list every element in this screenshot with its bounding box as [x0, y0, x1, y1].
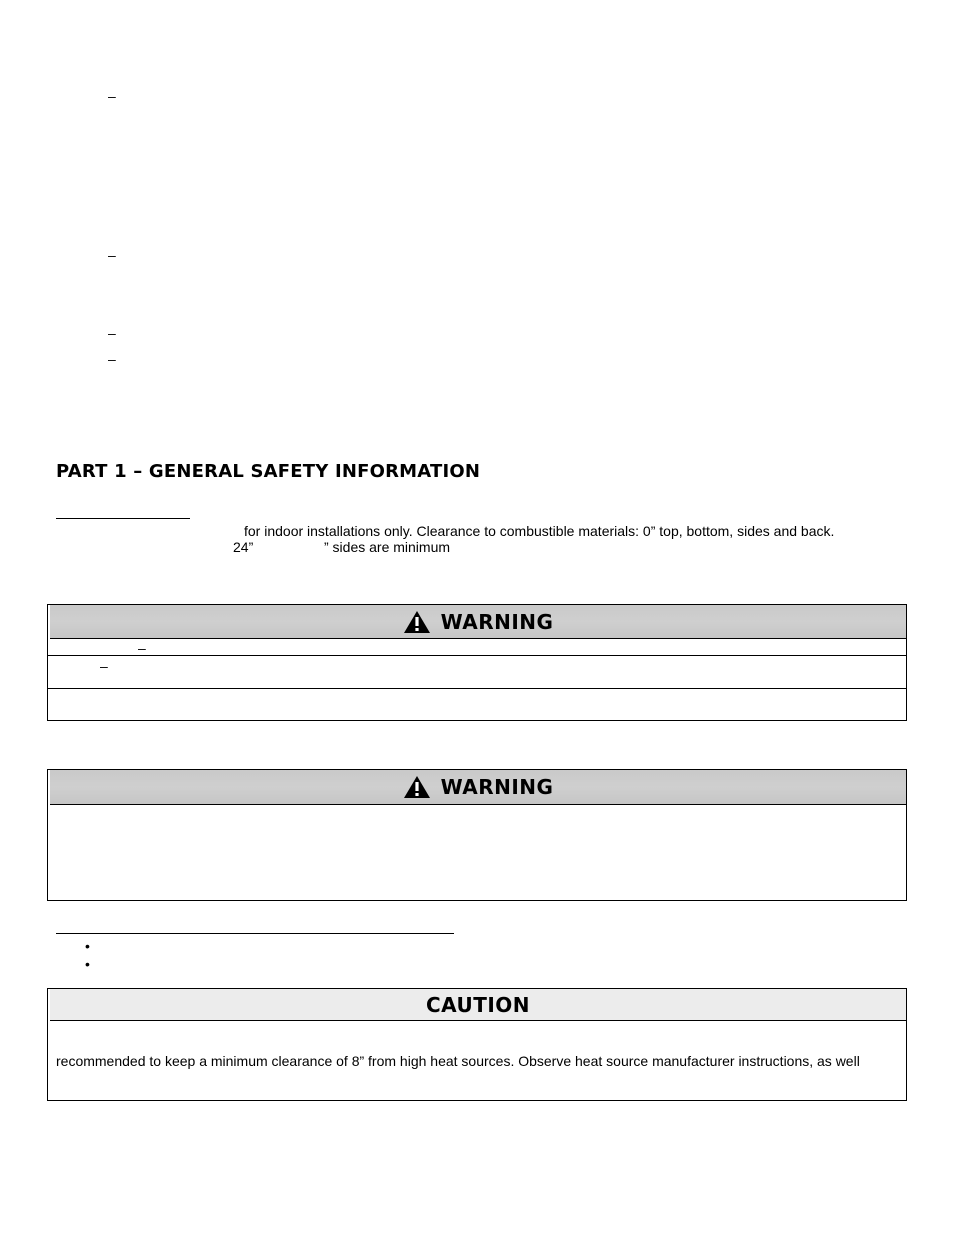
warning-banner	[50, 605, 906, 639]
dash-marker: –	[100, 658, 108, 674]
row-divider	[48, 688, 906, 689]
caution-text: recommended to keep a minimum clearance of 8” from high heat sources. Observe heat source manufacturer instructions, as well	[56, 1053, 860, 1069]
warning-title: WARNING	[440, 609, 554, 634]
subheading-underline	[56, 518, 190, 519]
bullet-marker: •	[85, 938, 90, 954]
section-heading: PART 1 – GENERAL SAFETY INFORMATION	[56, 461, 481, 482]
caution-banner	[50, 989, 906, 1021]
warning-triangle-icon	[403, 775, 431, 799]
caution-box	[47, 988, 907, 1101]
warning-box	[47, 769, 907, 901]
subheading-underline	[56, 933, 454, 934]
bullet-marker: •	[85, 956, 90, 972]
dash-marker: –	[108, 351, 116, 367]
dash-marker: –	[108, 88, 116, 104]
warning-box	[47, 604, 907, 721]
dash-marker: –	[108, 325, 116, 341]
dash-marker: –	[138, 640, 146, 656]
warning-banner	[50, 770, 906, 805]
location-text-line1: for indoor installations only. Clearance to combustible materials: 0” top, bottom, sides and back.	[244, 523, 835, 539]
caution-title: CAUTION	[425, 992, 531, 1017]
location-text-line2b: ” sides are minimum	[324, 539, 451, 555]
warning-title: WARNING	[440, 775, 554, 799]
warning-triangle-icon	[403, 610, 431, 634]
dash-marker: –	[108, 247, 116, 263]
location-text-line2a: 24”	[233, 539, 254, 555]
row-divider	[48, 655, 906, 656]
